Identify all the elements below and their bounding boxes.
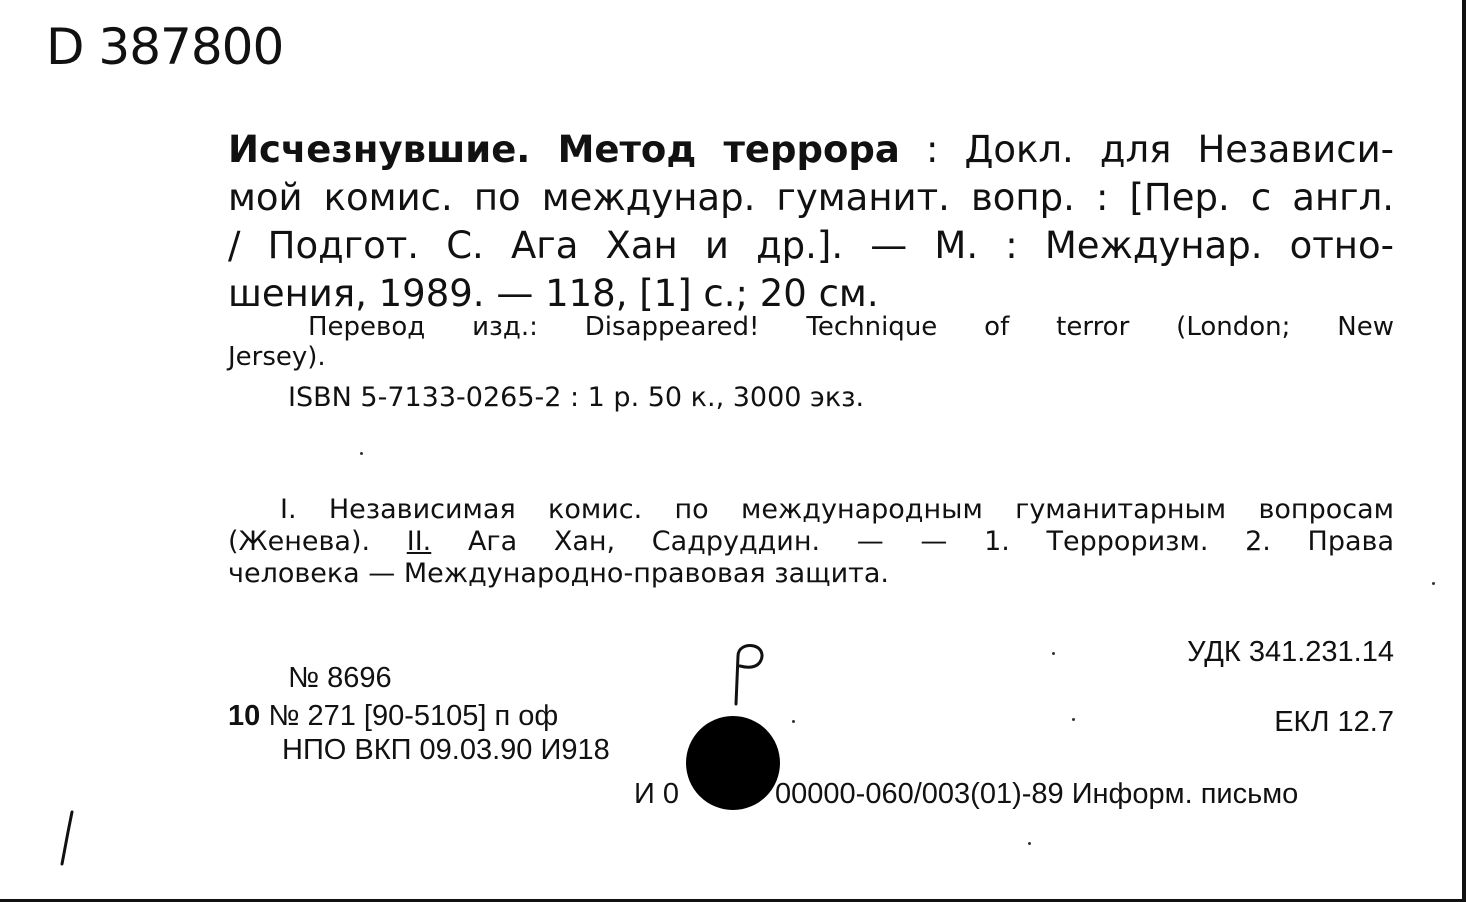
tracing-line-2-end: Ага Хан, Садруддин. — — 1. Терроризм. 2. Права [431, 526, 1394, 557]
note-line-2: Jersey). [228, 342, 326, 372]
tracing-line-3: человека — Международно-правовая защита. [228, 558, 889, 589]
handwritten-slash-mark [52, 808, 82, 868]
punch-hole [686, 716, 780, 810]
print-info [228, 700, 558, 733]
entry-line-3: / Подгот. С. Ага Хан и др.]. — М. : Междунар. отно- [228, 224, 1394, 267]
dust-speck [1072, 718, 1075, 721]
print-details: № 271 [90-5105] п оф [260, 700, 559, 732]
call-number: D 387800 [46, 18, 284, 76]
entry-line-1 [228, 126, 1394, 174]
card-right-edge [1462, 0, 1466, 902]
handwritten-p-mark [726, 640, 776, 706]
index-prefix: И 0 [634, 778, 680, 810]
udk-code: УДК 341.231.14 [1187, 636, 1394, 668]
dust-speck [1052, 652, 1055, 655]
npo-line: НПО ВКП 09.03.90 И918 [282, 734, 610, 766]
bibliographic-entry [228, 126, 1394, 318]
order-number: № 8696 [288, 662, 392, 694]
translation-note [228, 312, 1394, 372]
tracing-roman-numeral: II. [406, 526, 432, 557]
entry-line-1-rest: : Докл. для Независи- [899, 128, 1395, 171]
entry-line-4: шения, 1989. — 118, [1] с.; 20 см. [228, 272, 879, 315]
index-suffix: 00000-060/003(01)-89 Информ. письмо [775, 778, 1299, 810]
tracing-line-2 [228, 526, 1394, 558]
print-count: 10 [228, 700, 261, 732]
note-line-1: Перевод изд.: Disappeared! Technique of terror (London; New [308, 312, 1394, 342]
tracing-line-1: I. Независимая комис. по международным гуманитарным вопросам [280, 494, 1394, 525]
subject-tracings [228, 494, 1394, 590]
isbn-line: ISBN 5-7133-0265-2 : 1 р. 50 к., 3000 экз. [288, 382, 865, 413]
dust-speck [792, 720, 795, 723]
entry-line-2: мой комис. по междунар. гуманит. вопр. : [Пер. с англ. [228, 176, 1394, 219]
dust-speck [360, 452, 363, 455]
dust-speck [1028, 842, 1031, 845]
tracing-line-2-start: (Женева). [228, 526, 407, 557]
ekl-code: ЕКЛ 12.7 [1274, 706, 1394, 738]
entry-title: Исчезнувшие. Метод террора [228, 128, 900, 171]
dust-speck [1432, 582, 1435, 585]
